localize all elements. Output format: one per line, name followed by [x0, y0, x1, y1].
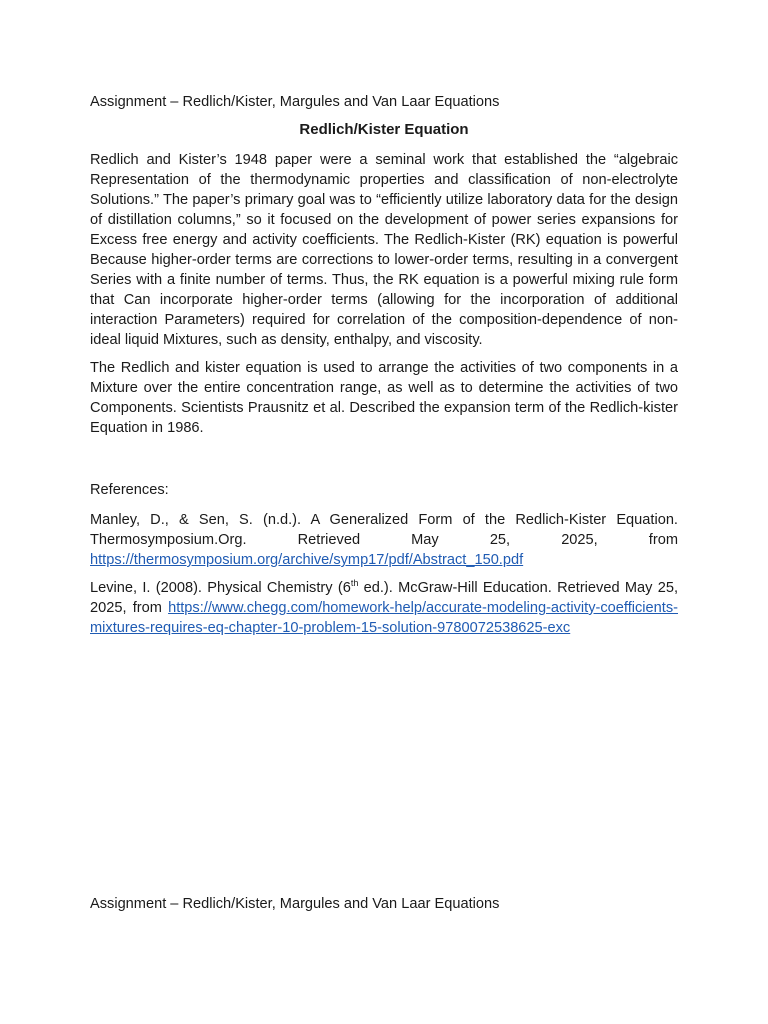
reference-item-2	[90, 578, 678, 638]
reference-1-text: Manley, D., & Sen, S. (n.d.). A Generalized Form of the Redlich-Kister Equation. Thermosymposium.Org. Retrieved May 25, 2025, from	[90, 512, 678, 548]
references-heading: References:	[90, 482, 169, 498]
reference-item-1	[90, 510, 678, 570]
reference-2-superscript: th	[350, 578, 359, 589]
page-header: Assignment – Redlich/Kister, Margules and Van Laar Equations	[90, 94, 500, 110]
section-title: Redlich/Kister Equation	[299, 121, 469, 138]
reference-2-text-after: ed.). McGraw-Hill Education. Retrieved May 25, 2025, from	[90, 580, 678, 616]
document-page	[90, 92, 678, 646]
page-footer-header: Assignment – Redlich/Kister, Margules and Van Laar Equations	[90, 896, 500, 912]
reference-2-link[interactable]: https://www.chegg.com/homework-help/accurate-modeling-activity-coefficients-mixtures-requires-eq-chapter-10-problem-15-solution-9780072538625-exc	[90, 600, 678, 636]
reference-1-link[interactable]: https://thermosymposium.org/archive/symp17/pdf/Abstract_150.pdf	[90, 552, 524, 568]
reference-2-text-before: Levine, I. (2008). Physical Chemistry (6	[90, 580, 351, 596]
body-paragraph-2: The Redlich and kister equation is used to arrange the activities of two components in a Mixture over the entire concentration range, as well as to determine the activities of two Components. Scientists Prausnitz et al. Described the expansion term of the Redlich-kister Equation in 1986.	[90, 360, 678, 436]
body-paragraph-1: Redlich and Kister’s 1948 paper were a seminal work that established the “algebraic Representation of the thermodynamic properties and classification of non-electrolyte Solutions.” The paper’s primary goal was to “efficiently utilize laboratory data for the design of distillation columns,” so it focused on the development of power series expansions for Excess free energy and activity coefficients. The Redlich-Kister (RK) equation is powerful Because higher-order terms are corrections to lower-order terms, resulting in a convergent Series with a finite number of terms. Thus, the RK equation is a powerful mixing rule form that Can incorporate higher-order terms (allowing for the incorporation of additional interaction Parameters) required for correlation of the composition-dependence of non-ideal liquid Mixtures, such as density, enthalpy, and viscosity.	[90, 152, 678, 348]
